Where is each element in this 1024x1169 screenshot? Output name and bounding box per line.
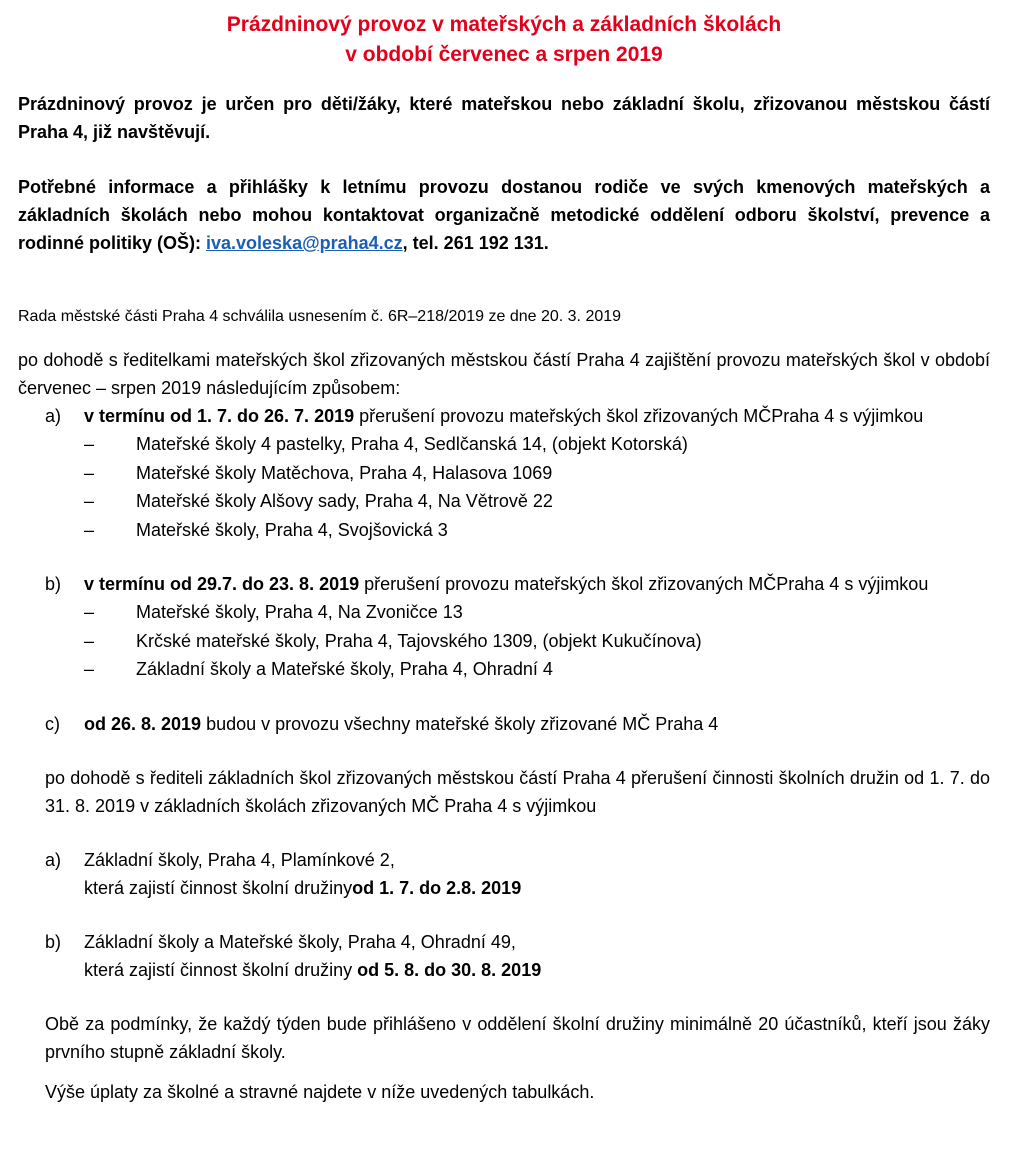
- dash-bullet: –: [84, 462, 95, 483]
- sub-item-text: Mateřské školy Alšovy sady, Praha 4, Na Větrově 22: [136, 491, 553, 511]
- school-name: Základní školy a Mateřské školy, Praha 4, Ohradní 49,: [84, 931, 516, 952]
- sub-item-text: Mateřské školy, Praha 4, Svojšovická 3: [136, 519, 448, 540]
- list-marker: b): [45, 574, 62, 594]
- school-club-period: [84, 956, 990, 984]
- intro-paragraph-2: [18, 173, 990, 257]
- list-marker: a): [45, 406, 62, 426]
- kindergarten-item-a: [18, 402, 990, 430]
- period-dates: od 5. 8. do 30. 8. 2019: [357, 959, 542, 980]
- list-item: [18, 487, 990, 516]
- kindergarten-item-b: [18, 570, 990, 598]
- school-club-item-a: [18, 846, 990, 902]
- fees-note: Výše úplaty za školné a stravné najdete v níže uvedených tabulkách.: [45, 1081, 595, 1102]
- period-text: která zajistí činnost školní družiny: [84, 959, 358, 980]
- list-item: [18, 459, 990, 488]
- item-text: budou v provozu všechny mateřské školy zřizované MČ Praha 4: [201, 713, 719, 734]
- item-date-range: v termínu od 29.7. do 23. 8. 2019: [84, 574, 360, 594]
- item-date-range: v termínu od 1. 7. do 26. 7. 2019: [84, 406, 355, 426]
- title-line-2: v období červenec a srpen 2019: [345, 43, 663, 66]
- dash-bullet: –: [84, 434, 95, 454]
- list-item: [18, 627, 990, 656]
- list-item: [18, 516, 990, 545]
- list-marker: a): [45, 849, 62, 870]
- sub-item-text: Krčské mateřské školy, Praha 4, Tajovského 1309, (objekt Kukučínova): [136, 630, 702, 651]
- title-line-1: Prázdninový provoz v mateřských a základních školách: [226, 13, 782, 36]
- kindergarten-item-c: [18, 710, 990, 738]
- sub-item-text: Mateřské školy, Praha 4, Na Zvoničce 13: [136, 602, 463, 622]
- item-date-range: od 26. 8. 2019: [84, 713, 202, 734]
- list-marker: b): [45, 931, 62, 952]
- dash-bullet: –: [84, 630, 95, 651]
- dash-bullet: –: [84, 491, 95, 511]
- resolution-note: Rada městské části Praha 4 schválila usnesením č. 6R–218/2019 ze dne 20. 3. 2019: [18, 308, 622, 325]
- dash-bullet: –: [84, 659, 95, 679]
- item-text: přerušení provozu mateřských škol zřizovaných MČPraha 4 s výjimkou: [359, 574, 929, 594]
- school-name: Základní školy, Praha 4, Plamínkové 2,: [84, 849, 395, 870]
- intro-phone: , tel. 261 192 131.: [402, 233, 549, 253]
- list-marker: c): [45, 713, 60, 734]
- sub-item-text: Mateřské školy Matěchova, Praha 4, Halasova 1069: [136, 462, 553, 483]
- dash-bullet: –: [84, 519, 95, 540]
- list-item: [18, 430, 990, 459]
- kindergarten-intro: po dohodě s ředitelkami mateřských škol zřizovaných městskou částí Praha 4 zajištění provozu mateřských škol v období červenec – srpen 2019 následujícím způsobem:: [18, 350, 990, 398]
- dash-bullet: –: [84, 602, 95, 622]
- sub-item-text: Mateřské školy 4 pastelky, Praha 4, Sedlčanská 14, (objekt Kotorská): [136, 434, 688, 454]
- period-dates: od 1. 7. do 2.8. 2019: [352, 877, 522, 898]
- school-club-item-b: [18, 928, 990, 984]
- list-item: [18, 655, 990, 684]
- document-title: [18, 10, 990, 70]
- condition-paragraph: Obě za podmínky, že každý týden bude přihlášeno v oddělení školní družiny minimálně 20 účastníků, kteří jsou žáky prvního stupně základní školy.: [45, 1013, 990, 1062]
- intro-paragraph-1: Prázdninový provoz je určen pro děti/žáky, které mateřskou nebo základní školu, zřizovanou městskou částí Praha 4, již navštěvují.: [18, 94, 990, 142]
- intro-paragraph-2-text: Potřebné informace a přihlášky k letnímu provozu dostanou rodiče ve svých kmenových mateřských a základních školách nebo mohou kontaktovat organizačně metodické oddělení odboru školství, prevence a rodinné politiky (OŠ):: [18, 177, 990, 253]
- period-text: která zajistí činnost školní družiny: [84, 877, 353, 898]
- school-club-intro: po dohodě s řediteli základních škol zřizovaných městskou částí Praha 4 přerušení činnosti školních družin od 1. 7. do 31. 8. 2019 v základních školách zřizovaných MČ Praha 4 s výjimkou: [45, 767, 990, 816]
- school-club-period: [84, 874, 990, 902]
- sub-item-text: Základní školy a Mateřské školy, Praha 4, Ohradní 4: [136, 659, 553, 679]
- list-item: [18, 598, 990, 627]
- email-link[interactable]: iva.voleska@praha4.cz: [206, 233, 403, 253]
- item-text: přerušení provozu mateřských škol zřizovaných MČPraha 4 s výjimkou: [354, 406, 924, 426]
